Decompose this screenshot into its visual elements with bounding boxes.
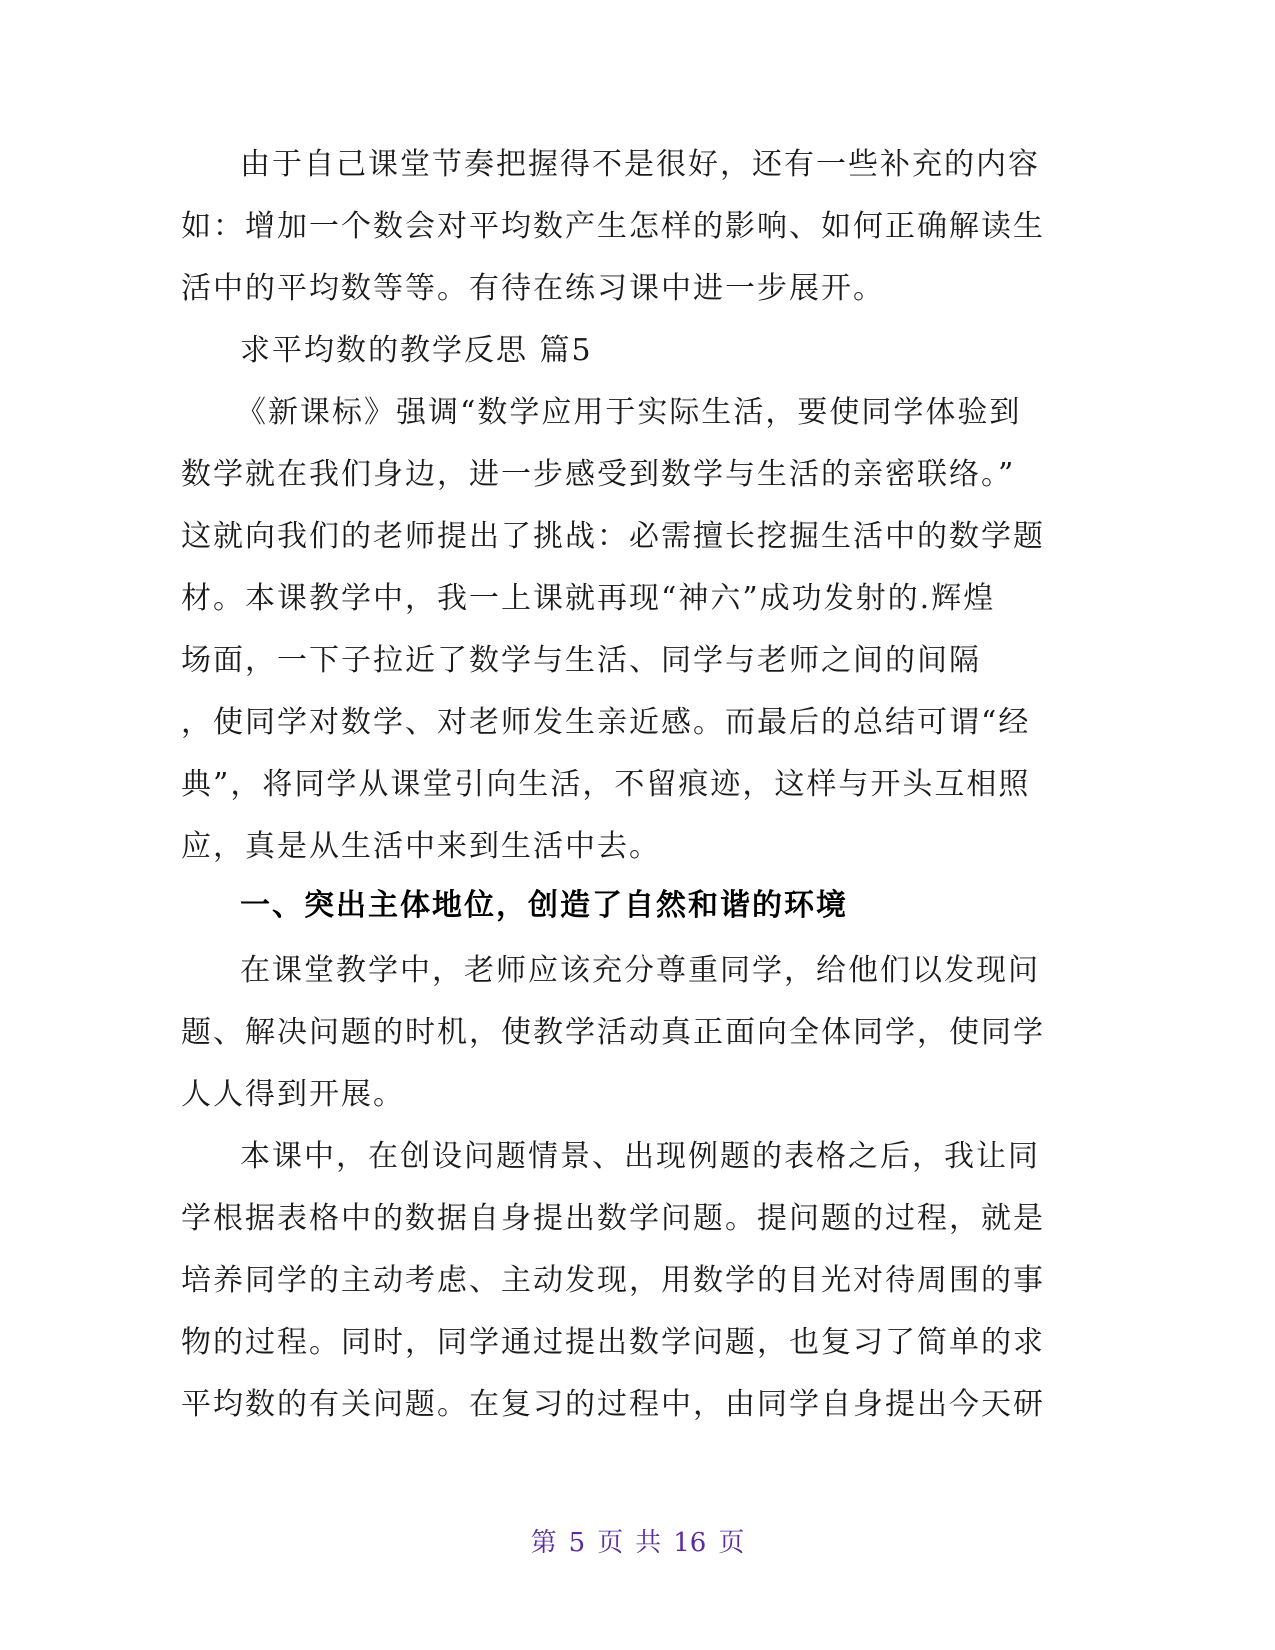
text-line-content: 材。本课教学中，我一上课就再现“神六”成功发射的.辉煌	[181, 581, 996, 616]
text-line	[0, 825, 1275, 869]
text-line-content: 活中的平均数等等。有待在练习课中进一步展开。	[181, 271, 885, 306]
text-line-content: 如：增加一个数会对平均数产生怎样的影响、如何正确解读生	[181, 209, 1045, 244]
text-line-content: 题、解决问题的时机，使教学活动真正面向全体同学，使同学	[181, 1015, 1045, 1050]
section-subtitle	[0, 329, 1275, 373]
footer-suffix: 页	[718, 1528, 745, 1558]
text-line-content: 应，真是从生活中来到生活中去。	[181, 829, 661, 864]
text-line	[0, 763, 1275, 807]
heading-text: 一、突出主体地位，创造了自然和谐的环境	[240, 888, 848, 923]
footer-prefix: 第	[530, 1528, 557, 1558]
text-line-content: 在课堂教学中，老师应该充分尊重同学，给他们以发现问	[240, 953, 1040, 988]
footer-page-label: 页	[597, 1528, 624, 1558]
text-line	[0, 453, 1275, 497]
text-line	[0, 949, 1275, 993]
text-line-content: 《新课标》强调“数学应用于实际生活，要使同学体验到	[236, 395, 1022, 430]
text-line	[0, 639, 1275, 683]
text-line	[0, 143, 1275, 187]
section-heading	[0, 884, 1275, 928]
text-line-content: 平均数的有关问题。在复习的过程中，由同学自身提出今天研	[181, 1387, 1045, 1422]
text-line-content: 学根据表格中的数据自身提出数学问题。提问题的过程，就是	[181, 1201, 1045, 1236]
text-line	[0, 1383, 1275, 1427]
text-line	[0, 1011, 1275, 1055]
text-line-content: 本课中，在创设问题情景、出现例题的表格之后，我让同	[240, 1139, 1040, 1174]
text-line	[0, 701, 1275, 745]
text-line-content: 求平均数的教学反思 篇5	[240, 333, 593, 368]
text-line	[0, 577, 1275, 621]
text-line	[0, 1135, 1275, 1179]
text-line-content: ，使同学对数学、对老师发生亲近感。而最后的总结可谓“经	[181, 705, 1031, 740]
text-line-content: 由于自己课堂节奏把握得不是很好，还有一些补充的内容	[240, 147, 1040, 182]
text-line	[0, 205, 1275, 249]
footer-total-prefix: 共	[635, 1528, 662, 1558]
text-line	[0, 391, 1275, 435]
page-footer	[0, 1522, 1275, 1558]
text-line-content: 这就向我们的老师提出了挑战：必需擅长挖掘生活中的数学题	[181, 519, 1045, 554]
text-line-content: 数学就在我们身边，进一步感受到数学与生活的亲密联络。”	[181, 457, 1016, 492]
text-line-content: 场面，一下子拉近了数学与生活、同学与老师之间的间隔	[181, 643, 981, 678]
text-line-content: 人人得到开展。	[181, 1077, 405, 1112]
text-line-content: 物的过程。同时，同学通过提出数学问题，也复习了简单的求	[181, 1325, 1045, 1360]
text-line-content: 培养同学的主动考虑、主动发现，用数学的目光对待周围的事	[181, 1263, 1045, 1298]
footer-total-pages: 16	[673, 1528, 707, 1558]
text-line	[0, 267, 1275, 311]
text-line	[0, 1073, 1275, 1117]
text-line	[0, 1197, 1275, 1241]
text-line	[0, 1321, 1275, 1365]
text-line	[0, 1259, 1275, 1303]
footer-page-number: 5	[568, 1528, 586, 1558]
text-line	[0, 515, 1275, 559]
text-line-content: 典”，将同学从课堂引向生活，不留痕迹，这样与开头互相照	[181, 767, 1031, 802]
